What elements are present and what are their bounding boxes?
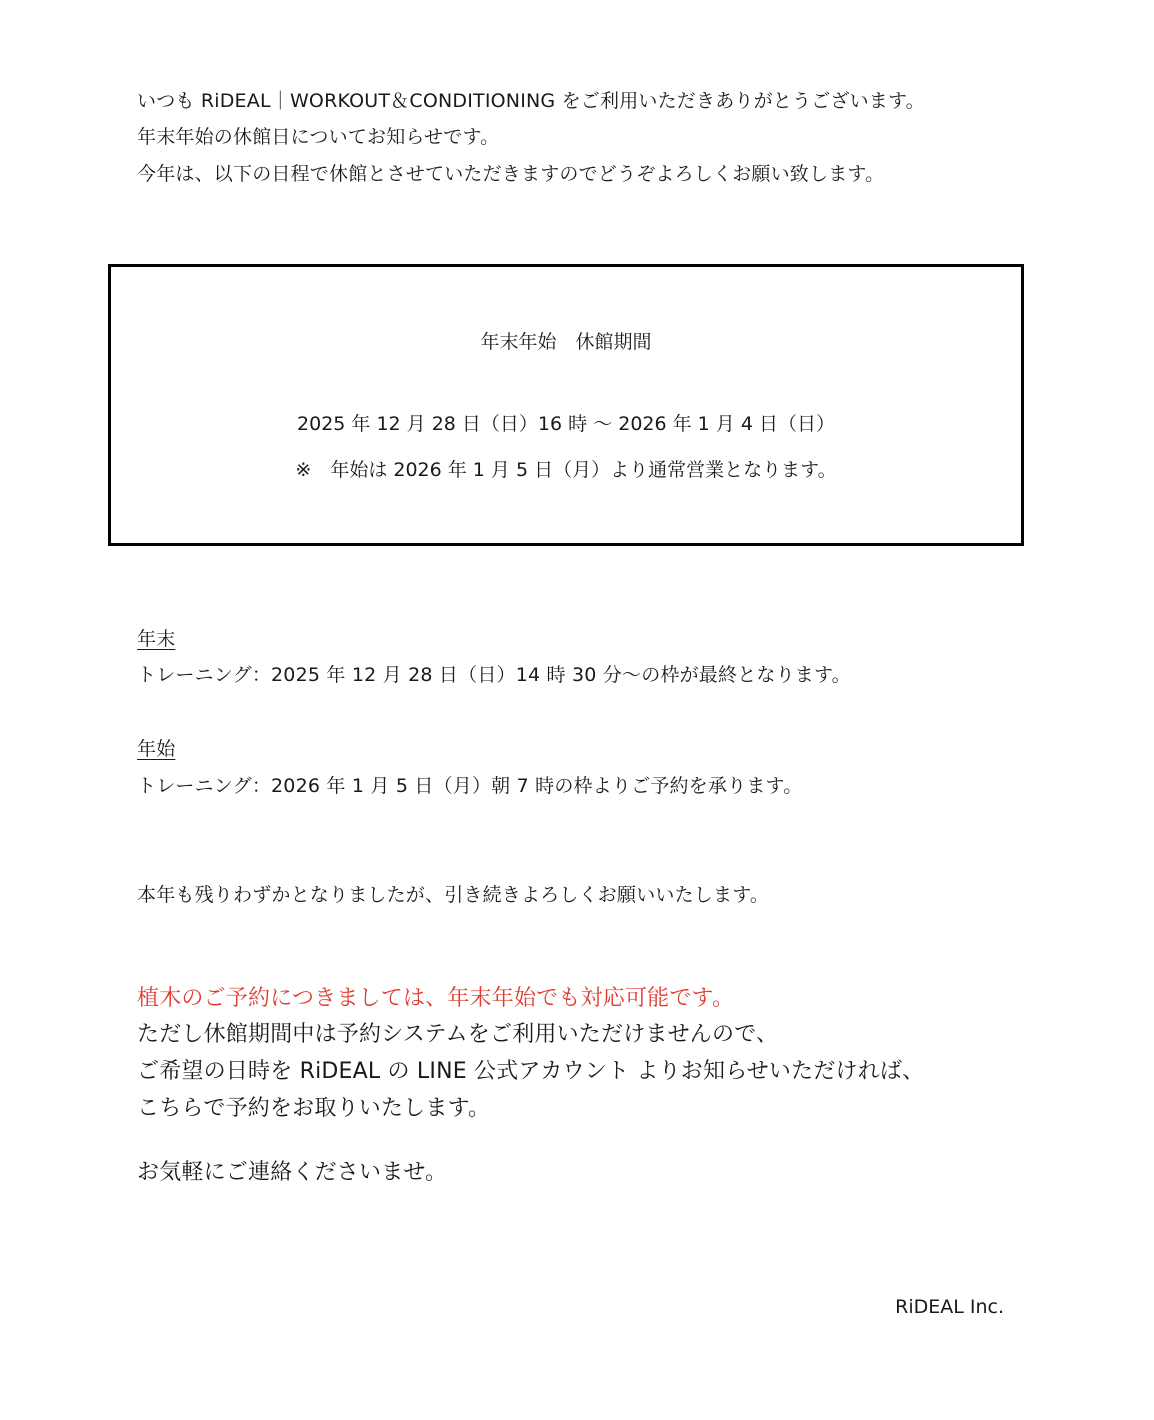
closing-message: 本年も残りわずかとなりましたが、引き続きよろしくお願いいたします。: [137, 884, 770, 906]
closure-period: 2025 年 12 月 28 日（日）16 時 〜 2026 年 1 月 4 日（日）: [297, 413, 835, 435]
closure-note: ※ 年始は 2026 年 1 月 5 日（月）より通常営業となります。: [295, 459, 837, 481]
intro-line-1: いつも RiDEAL｜WORKOUT＆CONDITIONING をご利用いただきありがとうございます。: [137, 90, 925, 112]
year-end-heading: 年末: [137, 628, 176, 650]
new-year-heading: 年始: [137, 738, 176, 760]
year-end-text: トレーニング：2025 年 12 月 28 日（日）14 時 30 分〜の枠が最終となります。: [137, 664, 851, 686]
intro-line-3: 今年は、以下の日程で休館とさせていただきますのでどうぞよろしくお願い致します。: [137, 163, 885, 185]
company-signature: RiDEAL Inc.: [895, 1296, 1004, 1318]
ueki-line-3: こちらで予約をお取りいたします。: [137, 1096, 491, 1121]
closure-notice-box: [108, 264, 1024, 546]
ueki-contact: お気軽にご連絡くださいませ。: [137, 1160, 448, 1185]
closure-title: 年末年始 休館期間: [480, 331, 652, 353]
intro-line-2: 年末年始の休館日についてお知らせです。: [137, 126, 500, 148]
ueki-highlight: 植木のご予約につきましては、年末年始でも対応可能です。: [137, 986, 735, 1011]
new-year-text: トレーニング：2026 年 1 月 5 日（月）朝 7 時の枠よりご予約を承ります。: [137, 775, 803, 797]
ueki-line-2: ご希望の日時を RiDEAL の LINE 公式アカウント よりお知らせいただければ、: [137, 1059, 925, 1084]
ueki-line-1: ただし休館期間中は予約システムをご利用いただけませんので、: [137, 1022, 779, 1047]
